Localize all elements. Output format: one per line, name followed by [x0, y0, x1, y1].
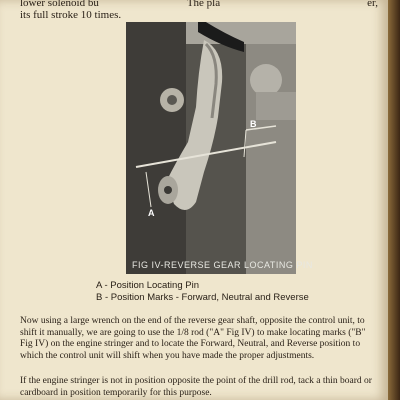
legend-item-a: A - Position Locating Pin	[96, 280, 199, 291]
top-text-line2: its full stroke 10 times.	[20, 9, 122, 21]
paragraph-1: Now using a large wrench on the end of the reverse gear shaft, opposite the control unit, to shift it manually, we are going to use the 1/8 rod ("A" Fig IV) to make locating marks ("B" Fig IV) on the engine stringer and to locate the Forward, Neutral, and Reverse position to which the control unit will shift when you have made the proper adjustments.	[20, 316, 366, 361]
legend-item-b: B - Position Marks - Forward, Neutral and Reverse	[96, 292, 309, 303]
top-text-line1: lower solenoid bu The pla	[20, 0, 221, 9]
engine-parts-illustration	[126, 22, 296, 274]
figure-photo	[126, 22, 296, 274]
figure-label-a: A	[148, 208, 155, 218]
book-spine	[388, 0, 400, 400]
top-text-right: er,	[367, 0, 378, 9]
figure-label-b: B	[250, 119, 257, 129]
figure-caption: FIG IV-REVERSE GEAR LOCATING PIN	[132, 260, 313, 270]
paragraph-2: If the engine stringer is not in position opposite the point of the drill rod, tack a thin board or cardboard in position temporarily for this purpose.	[20, 376, 372, 398]
